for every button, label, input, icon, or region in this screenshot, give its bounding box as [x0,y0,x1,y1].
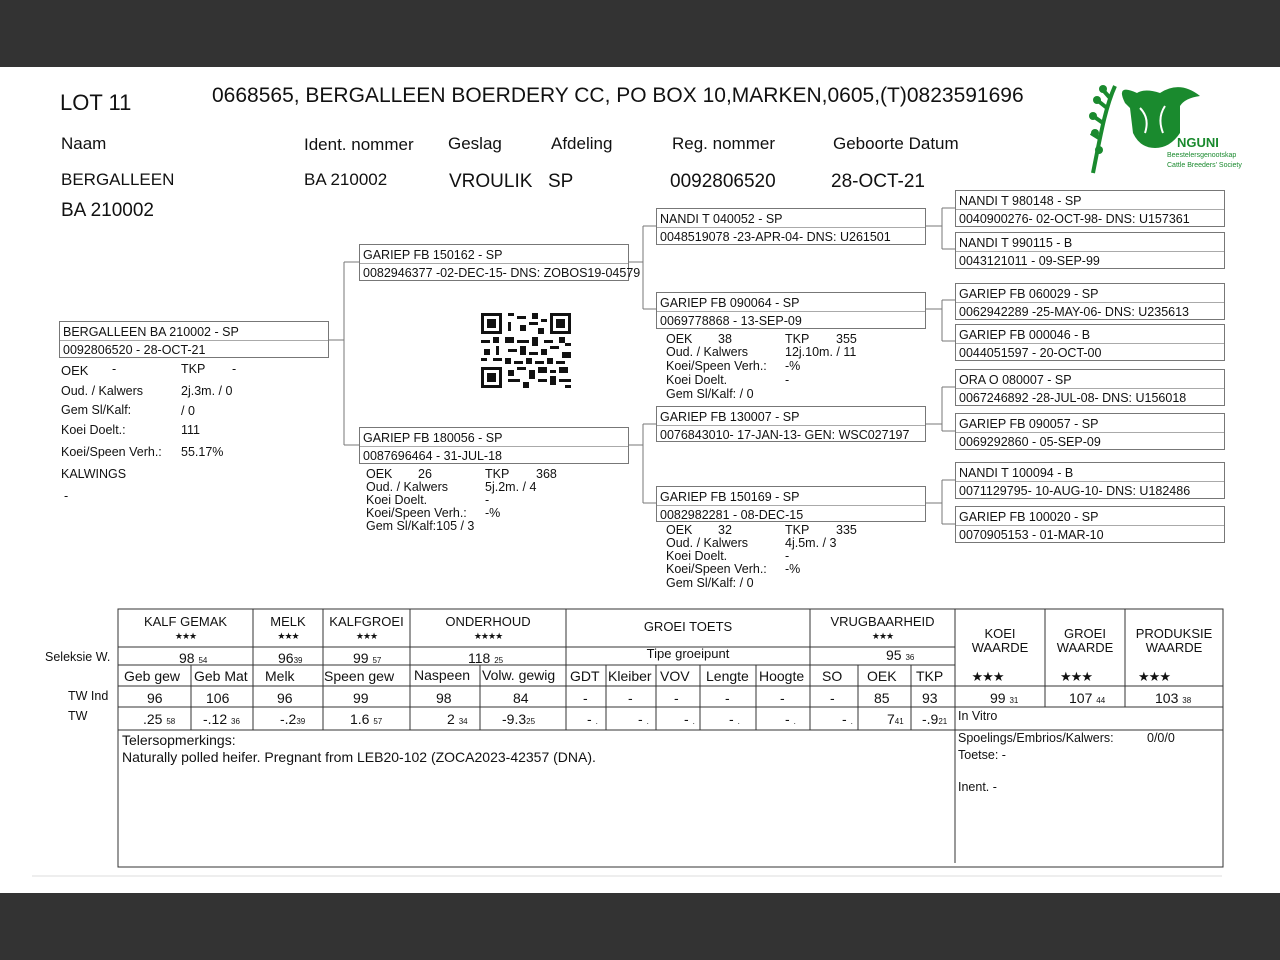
subject-koei-value: 111 [181,423,201,437]
produksie-stars: ★★★ [1138,669,1170,684]
ds-line2: 0076843010- 17-JAN-13- GEN: WSC027197 [660,428,910,442]
dam-oek-label: OEK [366,467,393,481]
remarks-text: Naturally polled heifer. Pregnant from LEB20-102 (ZOCA2023-42357 (DNA). [122,749,596,765]
subject-gem-value: / 0 [181,404,195,418]
subject-line2: 0092806520 - 28-OCT-21 [63,343,206,357]
twind-geb-gew: 96 [147,690,163,706]
tw-geb-gew: .25 58 [143,711,176,727]
dd-oek-value: 32 [718,523,732,537]
tw-hoogte: - . [785,711,796,727]
subject-oud-label: Oud. / Kalwers [61,384,143,398]
subject-verh-value: 55.17% [181,445,224,459]
sd-oud-value: 12j.10m. / 11 [785,345,857,359]
hdr-groei: GROEI WAARDE [1056,626,1114,656]
ss-line2: 0048519078 -23-APR-04- DNS: U261501 [660,230,891,244]
tw-vov: - . [684,711,695,727]
twind-kleiber: - [628,690,633,706]
ggp-2-line2: 0043121011 - 09-SEP-99 [959,254,1100,268]
twind-melk: 96 [277,690,293,706]
hdr-vrugbaarheid: VRUGBAARHEID ★★★ [830,614,935,641]
sel-kalfgroei: 99 57 [353,650,382,666]
twind-lengte: - [725,690,730,706]
subject-verh-label: Koei/Speen Verh.: [61,445,162,459]
in-vitro: In Vitro [958,709,998,723]
dd-gem: Gem Sl/Kalf: / 0 [666,576,754,590]
ggp-8-line1: GARIEP FB 100020 - SP [959,510,1099,524]
sd-oud-label: Oud. / Kalwers [666,345,748,359]
sub-kleiber: Kleiber [608,668,652,684]
sub-melk: Melk [265,668,295,684]
sub-geb-mat: Geb Mat [194,668,248,684]
ggp-7-line2: 0071129795- 10-AUG-10- DNS: U182486 [959,484,1191,498]
animal-ident: BA 210002 [304,170,388,189]
subject-tkp-value: - [232,362,237,376]
dd-koei-label: Koei Doelt. [666,549,728,563]
tw-kleiber: - . [638,711,649,727]
dam-line2: 0087696464 - 31-JUL-18 [363,449,502,463]
dam-verh-label: Koei/Speen Verh.: [366,506,467,520]
sub-hoogte: Hoogte [759,668,805,684]
twind-gdt: - [583,690,588,706]
sd-oek-value: 38 [718,332,732,346]
ggp-6-line1: GARIEP FB 090057 - SP [959,417,1099,431]
animal-afdeling: SP [548,171,574,192]
tw-tkp: -.921 [922,711,948,727]
tw-geb-mat: -.12 36 [203,711,240,727]
sub-geb-gew: Geb gew [124,668,181,684]
sd-gem: Gem Sl/Kalf: / 0 [666,387,754,401]
sub-naspeen: Naspeen [414,667,471,683]
index-produksie: 103 38 [1155,690,1192,706]
subject-gem-label: Gem Sl/Kalf: [61,403,132,417]
tw-gdt: - . [587,711,598,727]
owner-info: 0668565, BERGALLEEN BOERDERY CC, PO BOX 10,MARKEN,0605,(T)0823591696 [212,84,1024,107]
animal-geboorte: 28-OCT-21 [831,171,925,192]
ggp-5-line2: 0067246892 -28-JUL-08- DNS: U156018 [959,391,1187,405]
twind-geb-mat: 106 [206,690,230,706]
ggp-3-line1: GARIEP FB 060029 - SP [959,287,1099,301]
sel-melk: 9639 [278,650,303,666]
dd-line1: GARIEP FB 150169 - SP [660,490,800,504]
dd-oud-value: 4j.5m. / 3 [785,536,837,550]
dam-koei-label: Koei Doelt. [366,493,428,507]
ds-line1: GARIEP FB 130007 - SP [660,410,800,424]
side-toetse: Toetse: - [958,748,1006,762]
dd-koei-value: - [785,549,790,563]
tw-volw: -9.325 [502,711,536,727]
sire-line2: 0082946377 -02-DEC-15- DNS: ZOBOS19-04579 [363,266,641,280]
row-tw: TW [68,709,88,723]
tw-naspeen: 2 34 [447,711,468,727]
dam-oek-value: 26 [418,467,432,481]
sub-gdt: GDT [570,668,600,684]
tw-speen-gew: 1.6 57 [350,711,383,727]
ggp-4-line1: GARIEP FB 000046 - B [959,328,1091,342]
side-spoelings: Spoelings/Embrios/Kalwers: [958,731,1114,745]
twind-speen-gew: 99 [353,690,369,706]
sd-line1: GARIEP FB 090064 - SP [660,296,800,310]
sd-koei-label: Koei Doelt. [666,373,728,387]
dd-verh-value: -% [785,562,801,576]
tw-oek: 741 [887,711,904,727]
sd-verh-label: Koei/Speen Verh.: [666,359,767,373]
dam-gem: Gem Sl/Kalf:105 / 3 [366,519,475,533]
dd-tkp-value: 335 [836,523,857,537]
animal-naam2: BA 210002 [61,200,154,221]
animal-naam: BERGALLEEN [61,170,175,189]
index-groei: 107 44 [1069,690,1106,706]
col-afdeling: Afdeling [551,134,613,153]
index-koei: 99 31 [990,690,1019,706]
ss-line1: NANDI T 040052 - SP [660,212,783,226]
ggp-7-line1: NANDI T 100094 - B [959,466,1074,480]
sd-line2: 0069778868 - 13-SEP-09 [660,314,802,328]
bottom-bar [0,893,1280,960]
dam-koei-value: - [485,493,490,507]
tw-melk: -.239 [280,711,306,727]
hdr-onderhoud: ONDERHOUD ★★★★ [445,614,531,641]
sub-lengte: Lengte [706,668,749,684]
col-geslag: Geslag [448,134,502,153]
subject-koei-label: Koei Doelt.: [61,423,126,437]
logo-brand: NGUNI [1177,135,1219,150]
sel-vrug: 95 36 [886,647,915,663]
twind-hoogte: - [780,690,785,706]
sub-speen-gew: Speen gew [324,668,395,684]
col-geboorte: Geboorte Datum [833,134,959,153]
dam-verh-value: -% [485,506,501,520]
koei-stars: ★★★ [971,669,1004,684]
ggp-1-line1: NANDI T 980148 - SP [959,194,1082,208]
subject-tkp-label: TKP [181,362,206,376]
subject-kalwings-label: KALWINGS [61,467,127,481]
animal-geslag: VROULIK [449,171,533,192]
lot-number: LOT 11 [60,90,132,115]
twind-naspeen: 98 [436,690,452,706]
sd-tkp-value: 355 [836,332,857,346]
hdr-kalfgemak: KALF GEMAK ★★★ [143,614,228,641]
ggp-5-line1: ORA O 080007 - SP [959,373,1072,387]
sub-tkp: TKP [916,668,944,684]
hdr-kalfgroei: KALFGROEI ★★★ [329,614,404,641]
ggp-2-line1: NANDI T 990115 - B [959,236,1073,250]
sub-oek: OEK [867,668,897,684]
dd-line2: 0082982281 - 08-DEC-15 [660,508,804,522]
sub-volw-gewig: Volw. gewig [482,667,556,683]
tw-so: - . [842,711,853,727]
twind-vov: - [674,690,679,706]
subject-kalwings-value: - [64,489,69,503]
ggp-6-line2: 0069292860 - 05-SEP-09 [959,435,1101,449]
row-twind: TW Ind [68,689,109,703]
col-naam: Naam [61,134,107,153]
ggp-3-line2: 0062942289 -25-MAY-06- DNS: U235613 [959,305,1190,319]
dd-verh-label: Koei/Speen Verh.: [666,562,767,576]
remarks-label: Telersopmerkings: [122,732,236,748]
side-spoelings-value: 0/0/0 [1147,731,1175,745]
dam-line1: GARIEP FB 180056 - SP [363,431,503,445]
sire-line1: GARIEP FB 150162 - SP [363,248,503,262]
subject-oud-value: 2j.3m. / 0 [181,384,233,398]
groei-stars: ★★★ [1060,669,1092,684]
animal-reg: 0092806520 [670,171,776,192]
sel-kalfgemak: 98 54 [179,650,208,666]
subject-oek-value: - [112,362,117,376]
dd-oud-label: Oud. / Kalwers [666,536,748,550]
ggp-8-line2: 0070905153 - 01-MAR-10 [959,528,1104,542]
dam-oud-label: Oud. / Kalwers [366,480,448,494]
sub-vov: VOV [660,668,690,684]
row-seleksie: Seleksie W. [45,650,111,664]
hdr-koei: KOEI WAARDE [971,626,1029,656]
hdr-melk: MELK ★★★ [270,614,306,641]
col-ident: Ident. nommer [304,135,414,154]
dam-tkp-value: 368 [536,467,557,481]
twind-volw: 84 [513,690,529,706]
dam-tkp-label: TKP [485,467,510,481]
sel-onderhoud: 118 25 [468,650,504,666]
sd-verh-value: -% [785,359,801,373]
logo-line2: Cattle Breeders' Society [1167,162,1242,169]
dam-oud-value: 5j.2m. / 4 [485,480,537,494]
sub-so: SO [822,668,843,684]
col-reg: Reg. nommer [672,134,775,153]
ggp-4-line2: 0044051597 - 20-OCT-00 [959,346,1102,360]
hdr-groeitoets: GROEI TOETS [643,619,733,634]
logo-line1: Beestelersgenootskap [1167,152,1237,159]
dd-oek-label: OEK [666,523,693,537]
sd-koei-value: - [785,373,790,387]
dd-tkp-label: TKP [785,523,810,537]
tw-lengte: - . [729,711,740,727]
hdr-produksie: PRODUKSIE WAARDE [1135,626,1213,656]
twind-so: - [830,690,835,706]
sd-oek-label: OEK [666,332,693,346]
twind-oek: 85 [874,690,890,706]
hdr-tipe: Tipe groeipunt [646,646,730,661]
subject-oek-label: OEK [61,363,89,378]
sd-tkp-label: TKP [785,332,810,346]
subject-line1: BERGALLEEN BA 210002 - SP [63,325,239,339]
twind-tkp: 93 [922,690,938,706]
ggp-1-line2: 0040900276- 02-OCT-98- DNS: U157361 [959,212,1190,226]
side-inent: Inent. - [958,780,997,794]
